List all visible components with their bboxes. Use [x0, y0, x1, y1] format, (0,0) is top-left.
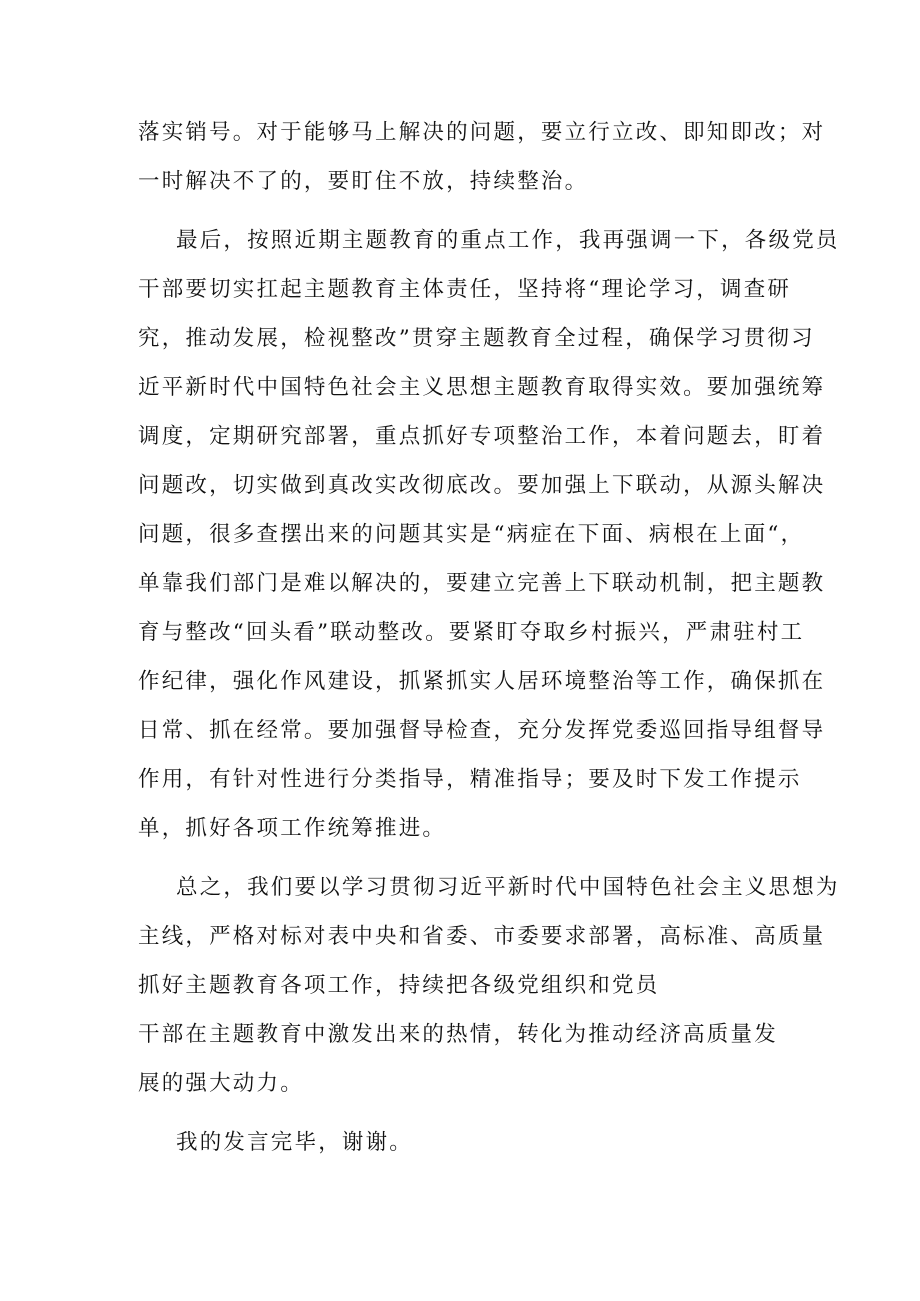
paragraph-2-line-13: 单，抓好各项工作统筹推进。	[138, 816, 447, 841]
paragraph-2-line-1: 最后，按照近期主题教育的重点工作，我再强调一下，各级党员	[176, 228, 840, 253]
paragraph-2-line-4: 近平新时代中国特色社会主义思想主题教育取得实效。要加强统筹	[138, 375, 826, 400]
paragraph-2-line-8: 单靠我们部门是难以解决的，要建立完善上下联动机制，把主题教	[138, 571, 826, 596]
paragraph-2-line-9: 育与整改“回头看”联动整改。要紧盯夺取乡村振兴，严肃驻村工	[138, 620, 805, 645]
paragraph-2-line-3: 究，推动发展，检视整改”贯穿主题教育全过程，确保学习贯彻习	[138, 326, 815, 351]
paragraph-3-line-3: 抓好主题教育各项工作，持续把各级党组织和党员	[138, 973, 660, 998]
paragraph-2-line-10: 作纪律，强化作风建设，抓紧抓实人居环境整治等工作，确保抓在	[138, 669, 826, 694]
paragraph-2-line-5: 调度，定期研究部署，重点抓好专项整治工作，本着问题去，盯着	[138, 424, 826, 449]
paragraph-2-line-6: 问题改，切实做到真改实改彻底改。要加强上下联动，从源头解决	[138, 473, 826, 498]
paragraph-3-line-1: 总之，我们要以学习贯彻习近平新时代中国特色社会主义思想为	[176, 875, 840, 900]
paragraph-1-line-2: 一时解决不了的，要盯住不放，持续整治。	[138, 169, 589, 194]
paragraph-2-line-7: 问题，很多查摆出来的问题其实是“病症在下面、病根在上面“，	[138, 522, 805, 547]
paragraph-3-line-2: 主线，严格对标对表中央和省委、市委要求部署，高标准、高质量	[138, 924, 826, 949]
paragraph-4-line-1: 我的发言完毕，谢谢。	[176, 1130, 414, 1155]
paragraph-2-line-11: 日常、抓在经常。要加强督导检查，充分发挥党委巡回指导组督导	[138, 718, 826, 743]
paragraph-3-line-4: 干部在主题教育中激发出来的热情，转化为推动经济高质量发	[138, 1022, 778, 1047]
paragraph-1-line-1: 落实销号。对于能够马上解决的问题，要立行立改、即知即改；对	[138, 120, 826, 145]
paragraph-2-line-12: 作用，有针对性进行分类指导，精准指导；要及时下发工作提示	[138, 767, 802, 792]
paragraph-3-line-5: 展的强大动力。	[138, 1071, 304, 1096]
paragraph-2-line-2: 干部要切实扛起主题教育主体责任，坚持将“理论学习，调查研	[138, 277, 792, 302]
